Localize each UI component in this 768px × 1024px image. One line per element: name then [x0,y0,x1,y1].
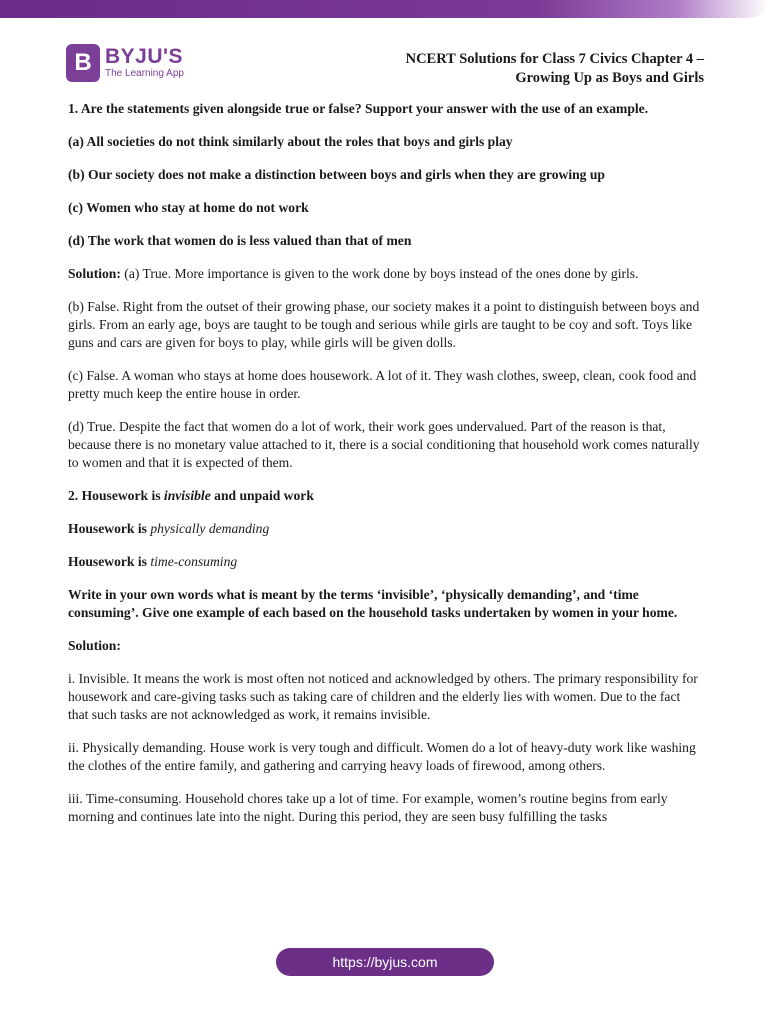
document-title [324,50,704,88]
solution-1d: (d) True. Despite the fact that women do a lot of work, their work goes undervalued. Part of the reason is that, because there is no monetary value attached to it, there is a social conditioning that household work comes naturally to women and that it is expected of them. [68,419,700,470]
solution-1c: (c) False. A woman who stays at home does housework. A lot of it. They wash clothes, sweep, clean, cook food and pretty much keep the entire house in order. [68,368,697,401]
question-2-prompt: Write in your own words what is meant by the terms ‘invisible’, ‘physically demanding’, and ‘time consuming’. Give one example of each based on the household tasks undertaken by women in your home. [68,587,678,620]
document-body [68,100,704,841]
q2-line3-emphasis: time-consuming [150,554,238,569]
q2-line1-emphasis: invisible [163,488,211,503]
q2-line2-emphasis: physically demanding [150,521,270,536]
byjus-logo-icon: B [66,44,100,82]
question-2-line3 [68,553,704,571]
solution-2-iii: iii. Time-consuming. Household chores take up a lot of time. For example, women’s routine begins from early morning and continues late into the night. During this period, they are seen busy fulfilling the tasks [68,791,668,824]
q2-line2-prefix: Housework is [68,521,151,536]
solution-1a [68,265,704,283]
question-1b: (b) Our society does not make a distinction between boys and girls when they are growing up [68,167,605,182]
document-title-line2: Growing Up as Boys and Girls [515,70,704,86]
question-1d: (d) The work that women do is less valued than that of men [68,233,412,248]
question-2-line2 [68,520,704,538]
logo-name: BYJU'S [105,45,184,68]
solution-label: Solution: [68,266,121,281]
logo-tagline: The Learning App [105,68,184,79]
document-title-line1: NCERT Solutions for Class 7 Civics Chapter 4 – [405,51,704,67]
logo-text [105,46,184,80]
q2-line3-prefix: Housework is [68,554,151,569]
question-1c: (c) Women who stay at home do not work [68,200,309,215]
q2-line1-suffix: and unpaid work [210,488,314,503]
top-decorative-band [0,0,768,18]
footer-url-link[interactable]: https://byjus.com [276,948,494,976]
solution-2-label: Solution: [68,638,121,653]
question-1a: (a) All societies do not think similarly about the roles that boys and girls play [68,134,513,149]
solution-1b: (b) False. Right from the outset of their growing phase, our society makes it a point to distinguish between boys and girls. From an early age, boys are taught to be tough and serious while girls are taught to be coy and soft. Toys like guns and cars are given for boys to play, while girls will be given dolls. [68,299,700,350]
q2-line1-prefix: 2. Housework is [68,488,164,503]
solution-2-ii: ii. Physically demanding. House work is very tough and difficult. Women do a lot of heavy-duty work like washing the clothes of the entire family, and gathering and carrying heavy loads of firewood, among others. [68,740,696,773]
question-1: 1. Are the statements given alongside true or false? Support your answer with the use of an example. [68,101,649,116]
question-2-line1 [68,487,704,505]
solution-1a-text: (a) True. More importance is given to the work done by boys instead of the ones done by girls. [120,266,639,281]
solution-2-i: i. Invisible. It means the work is most often not noticed and acknowledged by others. The primary responsibility for housework and care-giving tasks such as taking care of children and the elderly lies with women. Due to the fact that such tasks are not acknowledged as work, it remains invisible. [68,671,698,722]
byjus-logo [66,44,184,82]
